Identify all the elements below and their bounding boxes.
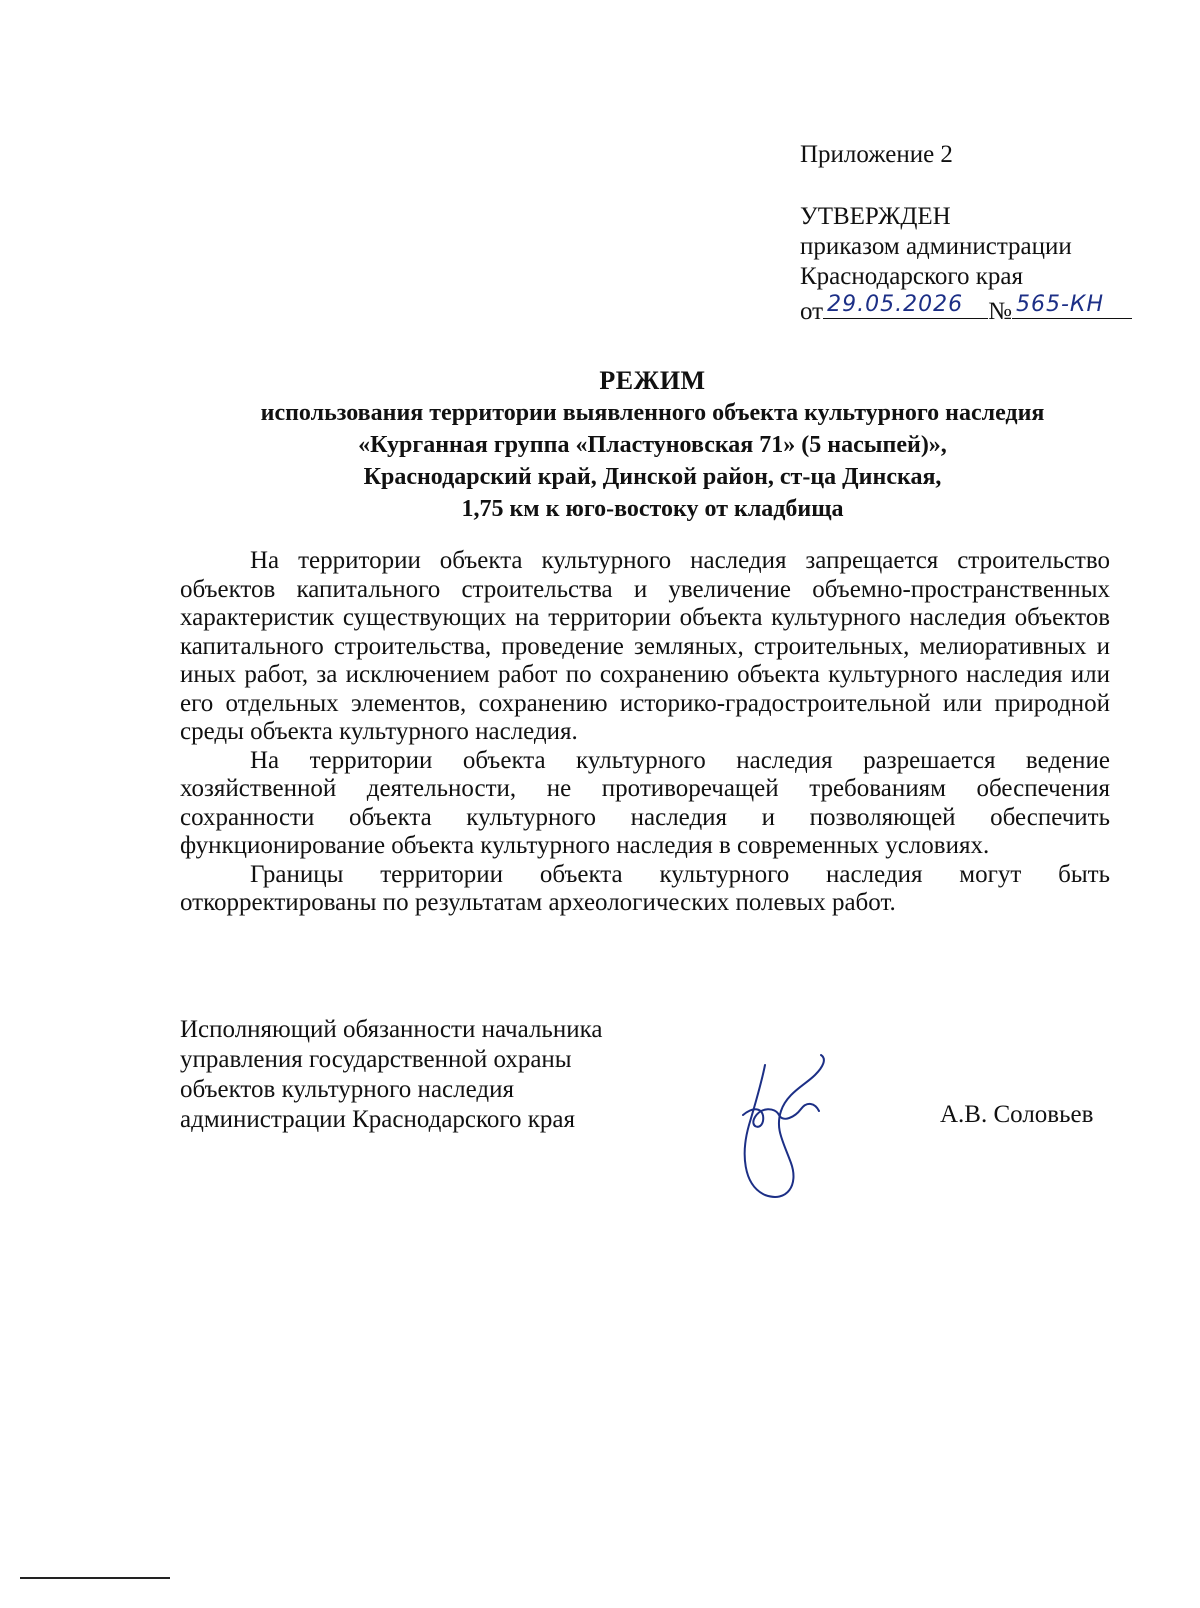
- title-line-3: Краснодарский край, Динской район, ст-ца Динская,: [363, 464, 942, 490]
- paragraph-prohibitions: На территории объекта культурного наследия запрещается строительство объектов капитального строительства и увеличение объемно-пространственных характеристик существующих на территории объекта культурного наследия объектов капитального строительства, проведение земляных, строительных, мелиоративных и иных работ, за исключением работ по сохранению объекта культурного наследия или его отдельных элементов, сохранению историко-градостроительной или природной среды объекта культурного наследия.: [180, 547, 1110, 745]
- signer-name: А.В. Соловьев: [940, 1101, 1094, 1128]
- signer-position-line-1: Исполняющий обязанности начальника: [180, 1016, 603, 1043]
- approval-date-number-line: [800, 292, 1160, 327]
- footer-rule: [20, 1577, 170, 1579]
- paragraph-permissions: На территории объекта культурного наследия разрешается ведение хозяйственной деятельности, не противоречащей требованиям обеспечения сохранности объекта культурного наследия и позволяющей обеспечить функционирование объекта культурного наследия в современных условиях.: [180, 746, 1110, 859]
- date-prefix: от: [800, 298, 824, 325]
- date-field: [823, 292, 988, 319]
- handwritten-date: 29.05.2026: [827, 292, 964, 317]
- approved-label: УТВЕРЖДЕН: [800, 203, 951, 230]
- number-field: [1012, 292, 1132, 319]
- title-line-1: использования территории выявленного объекта культурного наследия: [260, 400, 1045, 426]
- signer-position-block: [180, 1015, 700, 1135]
- approval-order-line: приказом администрации: [800, 233, 1072, 260]
- title-line-4: 1,75 км к юго-востоку от кладбища: [461, 496, 844, 522]
- document-title: РЕЖИМ: [599, 366, 706, 395]
- signer-position-line-4: администрации Краснодарского края: [180, 1106, 576, 1133]
- approval-region-line: Краснодарского края: [800, 263, 1023, 290]
- handwritten-signature: [735, 1045, 845, 1205]
- signer-position-line-3: объектов культурного наследия: [180, 1076, 514, 1103]
- paragraph-boundaries: Границы территории объекта культурного наследия могут быть откорректированы по результатам археологических полевых работ.: [180, 860, 1110, 916]
- signer-position-line-2: управления государственной охраны: [180, 1046, 572, 1073]
- number-prefix: №: [988, 298, 1012, 325]
- document-body: [180, 547, 1110, 918]
- document-title-block: [120, 365, 1185, 525]
- approval-block: [800, 140, 1160, 327]
- title-line-2: «Курганная группа «Пластуновская 71» (5 насыпей)»,: [358, 432, 947, 458]
- handwritten-number: 565-КН: [1015, 292, 1105, 317]
- appendix-label: Приложение 2: [800, 141, 953, 168]
